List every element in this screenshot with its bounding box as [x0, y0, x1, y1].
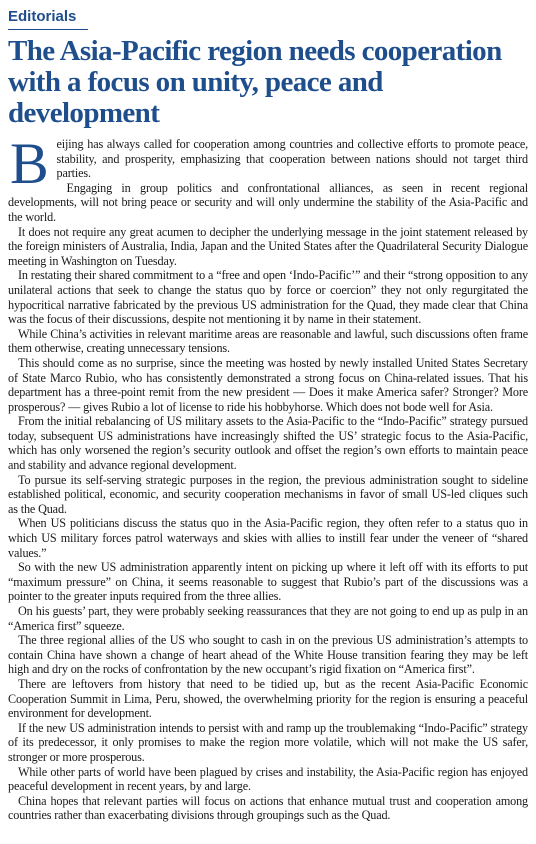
- paragraph: From the initial rebalancing of US military assets to the Asia-Pacific to the “Indo-Pacific” strategy pursued today, subsequent US administrations have increasingly shifted the US’ strategic focus to the Asia-Pacific, which has only worsened the region’s security outlook and offset the region’s own efforts to maintain peace and stability and advance regional development.: [8, 414, 528, 473]
- paragraph: If the new US administration intends to persist with and ramp up the troublemaking “Indo-Pacific” strategy of its predecessor, it only promises to make the region more volatile, which will not make the US safer, stronger or more prosperous.: [8, 720, 528, 764]
- headline: The Asia-Pacific region needs cooperation with a focus on unity, peace and development: [8, 35, 502, 129]
- drop-cap: B: [10, 131, 49, 196]
- paragraph: While other parts of world have been plagued by crises and instability, the Asia-Pacific region has enjoyed peaceful development in recent years, by and large.: [8, 764, 528, 794]
- paragraph: China hopes that relevant parties will focus on actions that enhance mutual trust and cooperation among countries rather than exacerbating divisions through groupings such as the Quad.: [8, 793, 528, 823]
- paragraph: When US politicians discuss the status quo in the Asia-Pacific region, they often refer to a status quo in which US military forces patrol waterways and skies with allies to instill fear under the veneer of “shared values.”: [8, 516, 528, 560]
- paragraph: Engaging in group politics and confrontational alliances, as seen in recent regional developments, will not bring peace or security and will only undermine the stability of the Asia-Pacific and the world.: [8, 180, 528, 224]
- paragraph: It does not require any great acumen to decipher the underlying message in the joint statement released by the foreign ministers of Australia, India, Japan and the United States after the Quadrilateral Security Dialogue meeting in Washington on Tuesday.: [8, 224, 528, 268]
- paragraph: There are leftovers from history that need to be tidied up, but as the recent Asia-Pacific Economic Cooperation Summit in Lima, Peru, showed, the overwhelming priority for the region is ensuring a peaceful environment for development.: [8, 676, 528, 721]
- first-paragraph: [8, 131, 528, 196]
- article-body: [8, 131, 528, 823]
- paragraph: So with the new US administration apparently intent on picking up where it left off with its efforts to put “maximum pressure” on China, it seems reasonable to suggest that Rubio’s part of the discussions was a pointer to the greater inputs required from the three allies.: [8, 560, 528, 604]
- paragraph: On his guests’ part, they were probably seeking reassurances that they are not going to end up as pulp in an “America first” squeeze.: [8, 604, 528, 633]
- first-paragraph-text: eijing has always called for cooperation among countries and collective efforts to promote peace, stability, and prosperity, emphasizing that cooperation between nations should not target third parties.: [56, 137, 528, 181]
- paragraph: To pursue its self-serving strategic purposes in the region, the previous administration sought to sideline established political, economic, and security cooperation mechanisms in favor of small US-led cliques such as the Quad.: [8, 472, 528, 516]
- paragraph: In restating their shared commitment to a “free and open ‘Indo-Pacific’” and their “strong opposition to any unilateral actions that seek to change the status quo by force or coercion” they not only regurgitated the hypocritical narrative fabricated by the previous US administration for the Quad, they made clear that China was the focus of their discussions, despite not mentioning it by name in their statement.: [8, 268, 528, 327]
- section-label: Editorials: [8, 8, 88, 30]
- paragraph: While China’s activities in relevant maritime areas are reasonable and lawful, such discussions often frame them otherwise, creating unnecessary tensions.: [8, 326, 528, 356]
- paragraph: This should come as no surprise, since the meeting was hosted by newly installed United States Secretary of State Marco Rubio, who has consistently demonstrated a strong focus on China-related issues. That his department has a three-point remit from the new president — Does it make America safer? Stronger? More prosperous? — gives Rubio a lot of license to ride his hobbyhorse. Which does not bode well for Asia.: [8, 355, 528, 414]
- paragraph: The three regional allies of the US who sought to cash in on the previous US administration’s attempts to contain China have shown a change of heart ahead of the White House transition fearing they may be left high and dry on the rocks of confrontation by the new occupant’s rigid fixation on “America first”.: [8, 633, 528, 677]
